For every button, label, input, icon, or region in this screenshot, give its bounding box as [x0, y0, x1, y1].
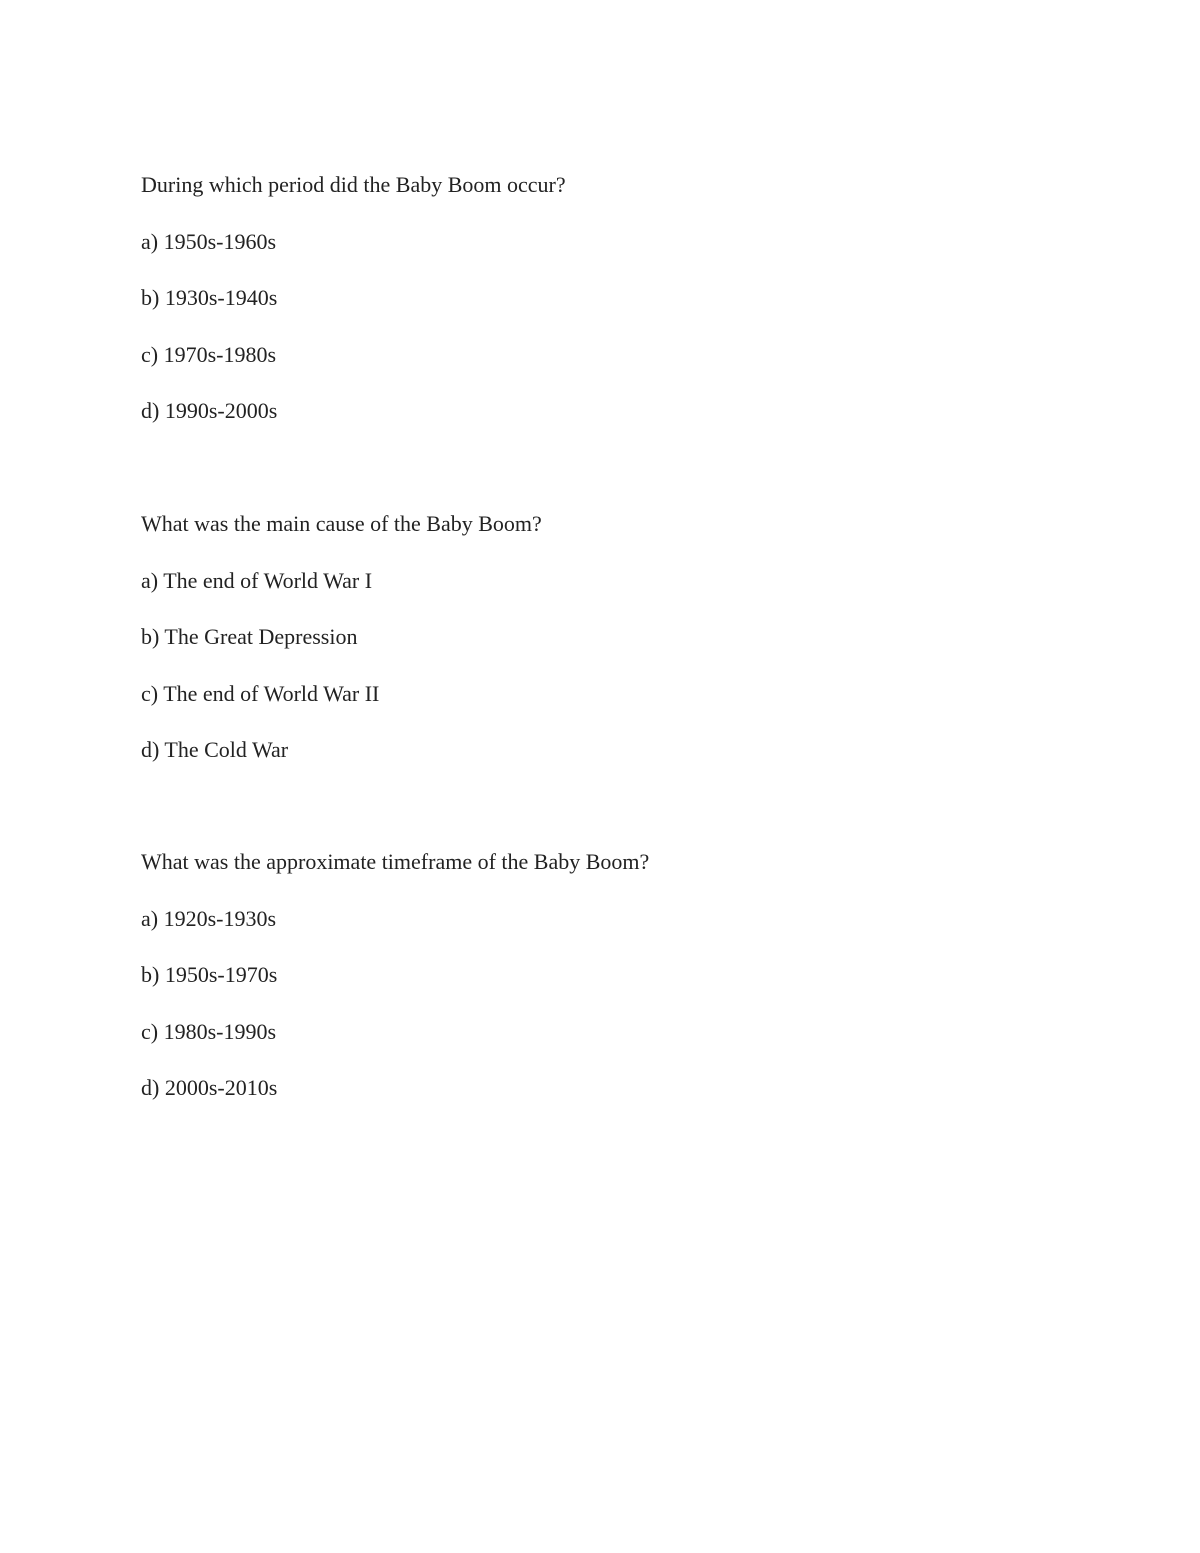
answer-option: c) 1970s-1980s — [141, 341, 277, 367]
answer-option: b) The Great Depression — [141, 624, 358, 649]
answer-option: a) 1920s-1930s — [141, 905, 277, 931]
question-block — [141, 849, 1041, 1101]
answer-option: d) The Cold War — [141, 737, 289, 762]
question-block — [141, 172, 1041, 424]
question-text: During which period did the Baby Boom occur? — [141, 172, 566, 197]
answer-option: c) The end of World War II — [141, 680, 380, 706]
answer-option: a) 1950s-1960s — [141, 228, 277, 254]
answer-option: d) 1990s-2000s — [141, 398, 278, 423]
question-text: What was the approximate timeframe of the Baby Boom? — [141, 849, 650, 874]
question-text: What was the main cause of the Baby Boom? — [141, 511, 542, 536]
answer-option: d) 2000s-2010s — [141, 1075, 278, 1100]
answer-option: a) The end of World War I — [141, 567, 373, 593]
answer-option: b) 1950s-1970s — [141, 962, 278, 987]
answer-option: b) 1930s-1940s — [141, 285, 278, 310]
question-block — [141, 511, 1041, 763]
answer-option: c) 1980s-1990s — [141, 1018, 277, 1044]
